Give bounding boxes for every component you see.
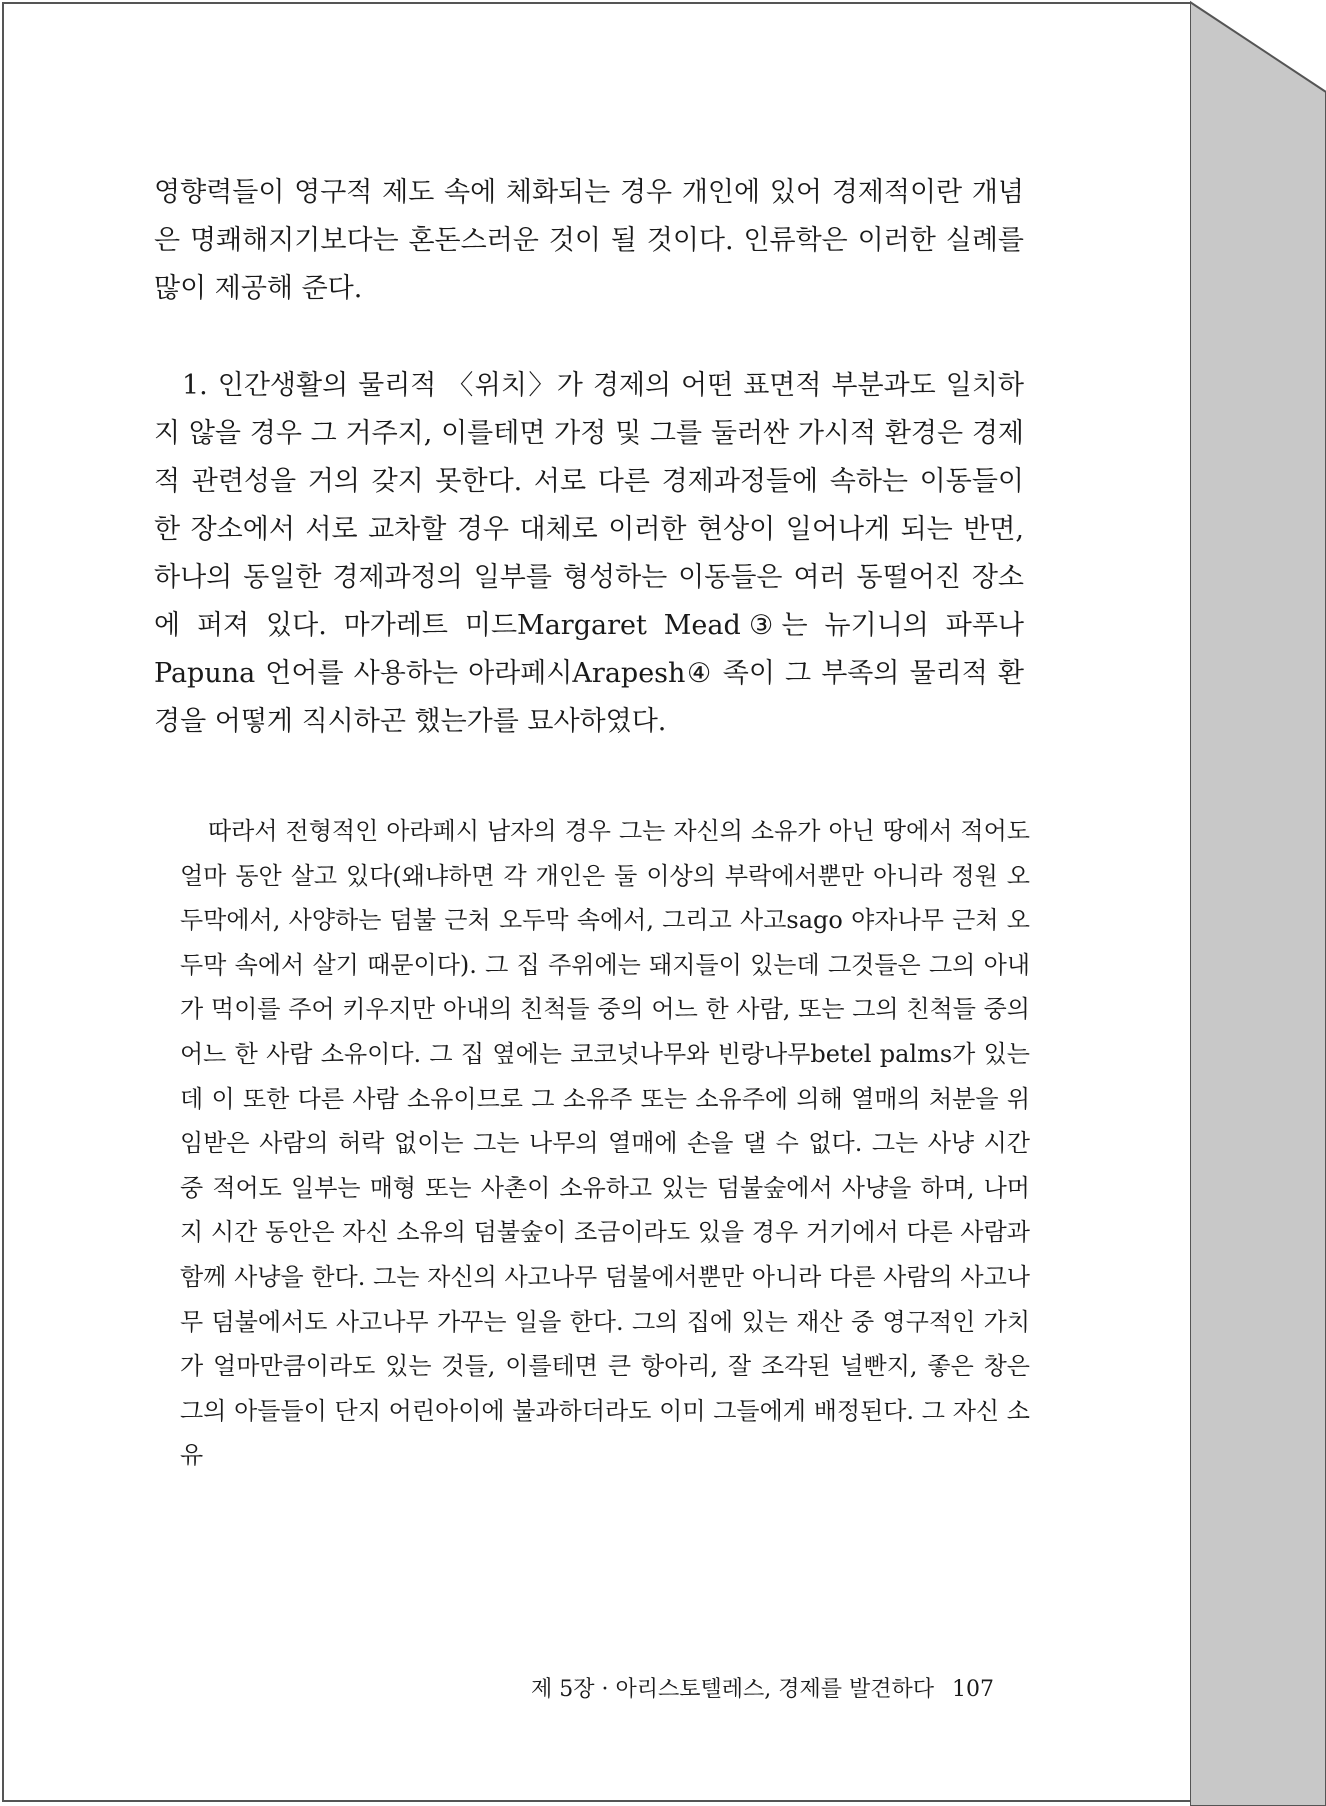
- book-thickness-edge: [1190, 0, 1326, 1806]
- book-edge-graphic: [1190, 0, 1326, 1806]
- book-edge-face: [1190, 2, 1326, 1806]
- numbered-paragraph-1: 1. 인간생활의 물리적 〈위치〉가 경제의 어떤 표면적 부분과도 일치하지 않을 경우 그 거주지, 이를테면 가정 및 그를 둘러싼 가시적 환경은 경제적 관련성을 거의 갖지 못한다. 서로 다른 경제과정들에 속하는 이동들이 한 장소에서 서로 교차할 경우 대체로 이러한 현상이 일어나게 되는 반면, 하나의 동일한 경제과정의 일부를 형성하는 이동들은 여러 동떨어진 장소에 퍼져 있다. 마가레트 미드Margaret Mead③는 뉴기니의 파푸나Papuna 언어를 사용하는 아라페시Arapesh④ 족이 그 부족의 물리적 환경을 어떻게 직시하곤 했는가를 묘사하였다.: [154, 370, 1024, 737]
- footer-chapter-title: 제 5장 · 아리스토텔레스, 경제를 발견하다: [531, 1677, 934, 1702]
- intro-paragraph: 영향력들이 영구적 제도 속에 체화되는 경우 개인에 있어 경제적이란 개념은 명쾌해지기보다는 혼돈스러운 것이 될 것이다. 인류학은 이러한 실례를 많이 제공해 준다.: [154, 177, 1024, 304]
- page-footer: [531, 1672, 994, 1703]
- block-quote: 따라서 전형적인 아라페시 남자의 경우 그는 자신의 소유가 아닌 땅에서 적어도 얼마 동안 살고 있다(왜냐하면 각 개인은 둘 이상의 부락에서뿐만 아니라 정원 오두막에서, 사양하는 덤불 근처 오두막 속에서, 그리고 사고sago 야자나무 근처 오두막 속에서 살기 때문이다). 그 집 주위에는 돼지들이 있는데 그것들은 그의 아내가 먹이를 주어 키우지만 아내의 친척들 중의 어느 한 사람, 또는 그의 친척들 중의 어느 한 사람 소유이다. 그 집 옆에는 코코넛나무와 빈랑나무betel palms가 있는데 이 또한 다른 사람 소유이므로 그 소유주 또는 소유주에 의해 열매의 처분을 위임받은 사람의 허락 없이는 그는 나무의 열매에 손을 댈 수 없다. 그는 사냥 시간 중 적어도 일부는 매형 또는 사촌이 소유하고 있는 덤불숲에서 사냥을 하며, 나머지 시간 동안은 자신 소유의 덤불숲이 조금이라도 있을 경우 거기에서 다른 사람과 함께 사냥을 한다. 그는 자신의 사고나무 덤불에서뿐만 아니라 다른 사람의 사고나무 덤불에서도 사고나무 가꾸는 일을 한다. 그의 집에 있는 재산 중 영구적인 가치가 얼마만큼이라도 있는 것들, 이를테면 큰 항아리, 잘 조각된 널빤지, 좋은 창은 그의 아들들이 단지 어린아이에 불과하더라도 이미 그들에게 배정된다. 그 자신 소유: [180, 817, 1030, 1470]
- book-page: [2, 2, 1190, 1802]
- page-number: 107: [952, 1677, 994, 1702]
